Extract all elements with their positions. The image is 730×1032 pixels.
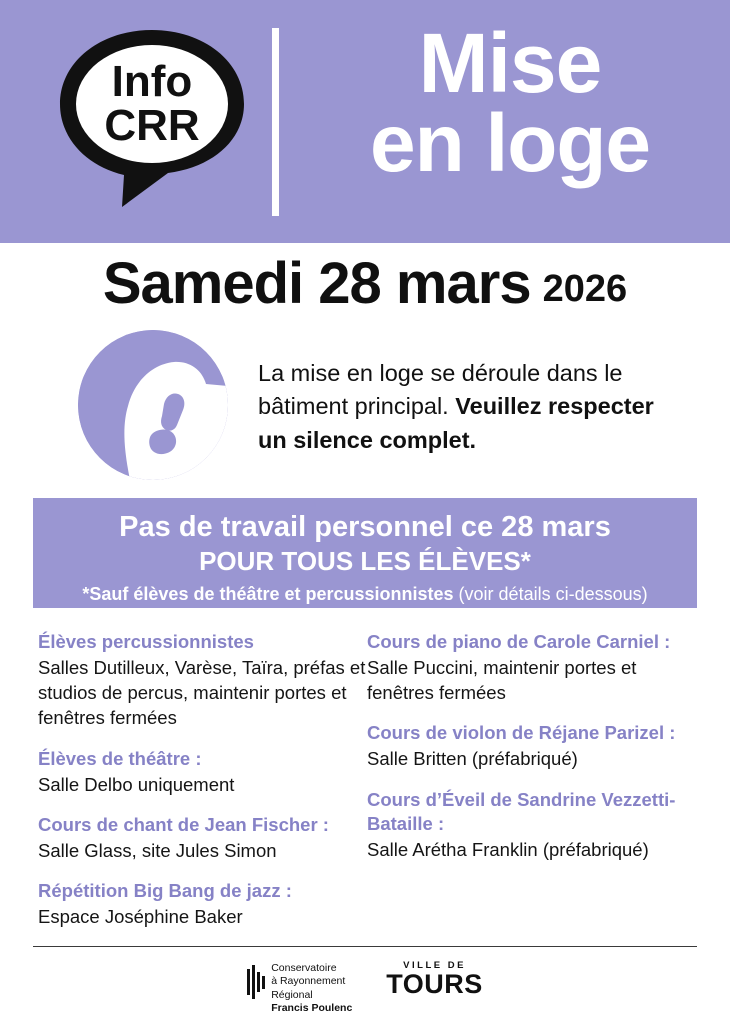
details-columns [0, 630, 730, 940]
logo-text-crr: CRR [104, 101, 200, 150]
entry-title: Cours de chant de Jean Fischer : [38, 813, 329, 835]
banner-line-3 [33, 581, 697, 608]
entry-title: Cours de piano de Carole Carniel : [367, 631, 671, 652]
entry-title: Élèves de théâtre : [38, 747, 202, 769]
poster-header [0, 0, 730, 243]
footer-divider [33, 946, 697, 947]
entry-title: Cours d’Éveil de Sandrine Vezzetti-Bataille : [367, 788, 676, 834]
list-item [38, 630, 368, 731]
entry-body: Salle Glass, site Jules Simon [38, 839, 277, 861]
tours-small-text: VILLE DE [403, 960, 466, 971]
list-item [367, 788, 697, 862]
details-column-right [367, 630, 697, 878]
conservatoire-logo [247, 958, 352, 1016]
crr-line-3: Régional [271, 988, 313, 1001]
crr-line-2: à Rayonnement [271, 975, 346, 988]
title-line-1: Mise [418, 16, 602, 110]
poster-title [300, 16, 720, 190]
entry-body: Salle Britten (préfabriqué) [367, 748, 578, 770]
event-date-main: Samedi 28 mars [102, 250, 531, 316]
event-date [0, 243, 730, 323]
conservatoire-mark-icon [247, 962, 265, 1004]
silence-text-bold: Veuillez respecter un silence complet. [258, 393, 654, 453]
banner-line-3-light: (voir détails ci-dessous) [458, 584, 648, 605]
entry-title: Répétition Big Bang de jazz : [38, 879, 292, 901]
entry-body: Salle Arétha Franklin (préfabriqué) [367, 838, 649, 860]
silence-text [258, 357, 678, 457]
entry-body: Salles Dutilleux, Varèse, Taïra, préfas et studios de percus, maintenir portes et fenêtres fermées [38, 657, 366, 729]
entry-title: Cours de violon de Réjane Parizel : [367, 722, 676, 744]
list-item [367, 721, 697, 771]
title-line-2: en loge [369, 98, 651, 190]
crr-line-4: Francis Poulenc [271, 1002, 353, 1015]
silence-text-part1: La mise en loge se déroule dans le bâtiment principal. [258, 360, 623, 420]
banner-line-1: Pas de travail personnel ce 28 mars [119, 511, 611, 543]
list-item [367, 630, 697, 705]
entry-title: Élèves percussionnistes [38, 631, 254, 652]
list-item [38, 747, 368, 797]
list-item [38, 879, 368, 929]
ville-de-tours-logo [386, 958, 483, 999]
details-column-left [38, 630, 368, 945]
banner-line-2: POUR TOUS LES ÉLÈVES* [199, 546, 531, 577]
no-homework-banner [33, 498, 697, 608]
silence-notice [0, 325, 730, 480]
entry-body: Salle Delbo uniquement [38, 773, 235, 795]
header-divider [272, 28, 279, 216]
info-crr-logo [52, 26, 252, 211]
silence-avatar-icon [78, 330, 228, 480]
list-item [38, 813, 368, 863]
conservatoire-text [271, 962, 352, 1016]
poster-footer [0, 958, 730, 1032]
logo-text-info: Info [111, 57, 193, 106]
entry-body: Salle Puccini, maintenir portes et fenêtres fermées [367, 657, 637, 704]
tours-big-text: TOURS [386, 969, 483, 999]
event-date-year: 2026 [542, 267, 628, 310]
crr-line-1: Conservatoire [271, 962, 337, 974]
entry-body: Espace Joséphine Baker [38, 905, 243, 927]
banner-line-3-bold: *Sauf élèves de théâtre et percussionnistes [82, 584, 459, 605]
